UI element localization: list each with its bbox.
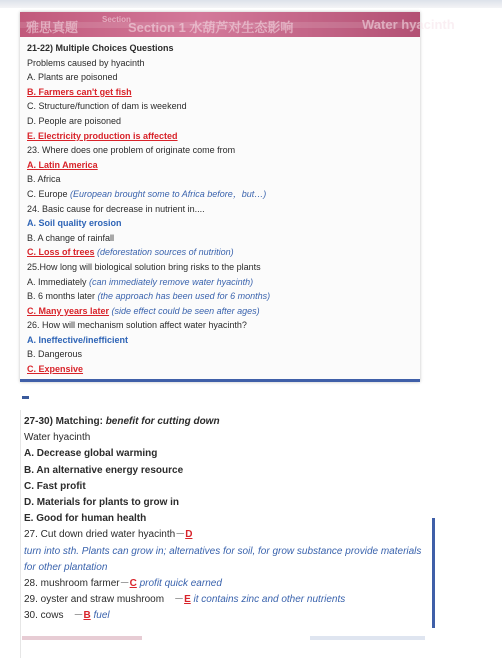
question-line: [27, 172, 420, 187]
line-text: E. Electricity production is affected: [27, 130, 178, 141]
line-text: A. Soil quality erosion: [27, 218, 122, 229]
question-line: [27, 347, 420, 362]
matching-line: [24, 511, 441, 527]
line-text: 21-22) Multiple Choices Questions: [27, 43, 174, 53]
matching-line: [24, 479, 441, 495]
slide-bottom-bar: [20, 379, 420, 382]
question-line: [27, 362, 420, 377]
top-edge-strip: [0, 0, 502, 8]
line-text: 27. Cut down dried water hyacinth－: [24, 529, 186, 541]
line-text: turn into sth. Plants can grow in; alternatives for soil, for grow substance provide materials: [24, 545, 422, 557]
line-text: 25.How long will biological solution bring risks to the plants: [27, 261, 261, 272]
banner-section: Section 1 水葫芦对生态影响: [128, 20, 294, 35]
matching-line: [24, 495, 441, 511]
slide-multiple-choice: [20, 12, 455, 382]
answer-letter: E: [184, 594, 191, 606]
question-line: [27, 99, 420, 114]
line-text: C. Fast profit: [24, 480, 86, 492]
dash-mark: [22, 396, 29, 399]
line-text: A. Decrease global warming: [24, 448, 158, 460]
line-text: C. Europe: [27, 188, 71, 199]
annotation-note: (the approach has been used for 6 months): [97, 291, 271, 302]
question-line: [27, 216, 420, 231]
line-text: 26. How will mechanism solution affect water hyacinth?: [27, 320, 247, 331]
correct-answer: C. Many years later: [27, 305, 110, 316]
line-text: 30. cows －: [24, 610, 84, 622]
line-text: 27-30) Matching:: [24, 416, 106, 427]
slide-matching: [20, 410, 441, 658]
cropped-text-fragment-right: [310, 636, 425, 640]
question-line: [27, 333, 420, 348]
question-line: [27, 41, 420, 56]
slide-side-bar: [432, 518, 435, 628]
question-line: [27, 304, 420, 319]
matching-line: [24, 560, 441, 576]
question-line: [27, 56, 420, 71]
question-line: [27, 202, 420, 217]
question-line: [27, 70, 420, 85]
line-text: B. 6 months later: [27, 291, 98, 302]
line-text: C. Structure/function of dam is weekend: [27, 101, 187, 112]
annotation-note: it contains zinc and other nutrients: [190, 594, 346, 606]
banner-cn-title: 雅思真题: [26, 20, 79, 35]
line-text: 24. Basic cause for decrease in nutrient in....: [27, 203, 205, 214]
line-text: C. Expensive: [27, 364, 84, 375]
line-text: for other plantation: [24, 561, 108, 573]
answer-letter: D: [185, 529, 193, 541]
line-text: E. Good for human health: [24, 513, 147, 525]
annotation-note: (can immediately remove water hyacinth): [89, 276, 254, 287]
matching-line: [24, 544, 441, 560]
line-text: D. People are poisoned: [27, 115, 122, 126]
question-list: [20, 37, 420, 377]
line-text: 28. mushroom farmer－: [24, 577, 130, 589]
question-line: [27, 129, 420, 144]
matching-line: [24, 576, 441, 592]
line-text: 29. oyster and straw mushroom －: [24, 594, 185, 606]
line-text: B. Farmers can't get fish: [27, 86, 132, 97]
banner-superscript: Section: [102, 15, 131, 24]
annotation-note: fuel: [90, 610, 110, 622]
line-text: Water hyacinth: [24, 432, 91, 444]
question-line: [27, 231, 420, 246]
line-text: A. Immediately: [27, 276, 90, 287]
line-text: B. Dangerous: [27, 349, 83, 360]
answer-letter: B: [83, 610, 91, 622]
annotation-note: (side effect could be seen after ages): [109, 305, 260, 316]
matching-line: [24, 527, 441, 543]
matching-line: [24, 592, 441, 608]
question-line: [27, 260, 420, 275]
line-text: A. Ineffective/inefficient: [27, 334, 129, 345]
matching-line: [24, 446, 441, 462]
correct-answer: C. Loss of trees: [27, 247, 95, 258]
question-line: [27, 85, 420, 100]
matching-line: [24, 608, 441, 624]
question-line: [27, 318, 420, 333]
annotation-note: profit quick earned: [136, 577, 222, 589]
annotation-note: (European brought some to Africa before，but…): [70, 188, 267, 199]
banner-topic: Water hyacinth: [362, 17, 455, 32]
question-line: [27, 114, 420, 129]
line-text: A. Plants are poisoned: [27, 72, 118, 83]
cropped-text-fragment: [22, 636, 142, 640]
line-text: Problems caused by hyacinth: [27, 57, 145, 68]
question-line: [27, 289, 420, 304]
answer-letter: C: [129, 577, 137, 589]
matching-line: [24, 463, 441, 479]
matching-list: [21, 410, 441, 624]
slide-banner: [20, 12, 455, 37]
matching-line: [24, 430, 441, 446]
question-line: [27, 245, 420, 260]
line-text: B. A change of rainfall: [27, 232, 115, 243]
line-text: 23. Where does one problem of originate come from: [27, 145, 236, 156]
line-text: B. An alternative energy resource: [24, 464, 184, 476]
question-line: [27, 158, 420, 173]
question-line: [27, 187, 420, 202]
annotation-note: (deforestation sources of nutrition): [94, 247, 234, 258]
line-text: D. Materials for plants to grow in: [24, 496, 180, 508]
line-text: A. Latin America: [27, 159, 98, 170]
heading-italic: benefit for cutting down: [105, 416, 220, 427]
matching-line: [24, 414, 441, 430]
line-text: B. Africa: [27, 174, 61, 185]
question-line: [27, 143, 420, 158]
question-line: [27, 275, 420, 290]
